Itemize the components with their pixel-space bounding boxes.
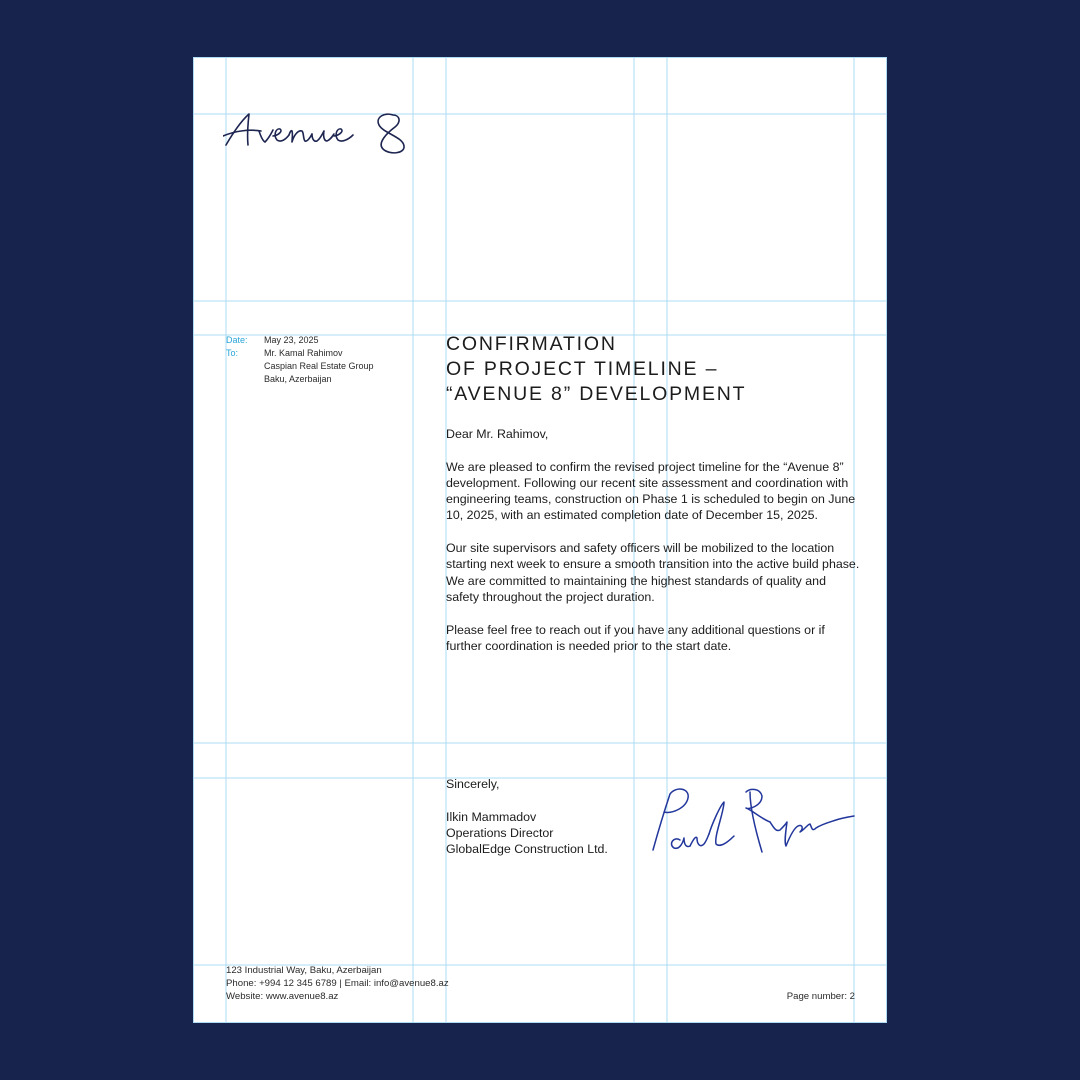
body-paragraph-1: We are pleased to confirm the revised project timeline for the “Avenue 8” development. Following our recent site assessment and coordination with engineering teams, construction on Phase 1 is scheduled to begin on June 10, 2025, with an estimated completion date of December 15, 2025.: [446, 459, 856, 523]
handwritten-signature: [650, 784, 856, 858]
avenue-8-logo: [223, 109, 419, 157]
title-line-1: CONFIRMATION: [446, 333, 617, 355]
body-paragraph-3: Please feel free to reach out if you have any additional questions or if further coordination is needed prior to the start date.: [446, 622, 825, 653]
letterhead-page: [193, 57, 887, 1023]
salutation: Dear Mr. Rahimov,: [446, 427, 549, 441]
date-label: Date:: [226, 335, 248, 345]
signer-name: Ilkin Mammadov: [446, 809, 537, 824]
letter-body: [446, 426, 861, 670]
footer-contact: Phone: +994 12 345 6789 | Email: info@avenue8.az: [226, 978, 449, 989]
title-line-2: OF PROJECT TIMELINE –: [446, 358, 719, 380]
to-label: To:: [226, 348, 239, 358]
letter-footer: [226, 964, 449, 1003]
footer-website: Website: www.avenue8.az: [226, 991, 339, 1002]
footer-address: 123 Industrial Way, Baku, Azerbaijan: [226, 965, 382, 976]
letter-closing: [446, 776, 608, 857]
recipient-company: Caspian Real Estate Group: [264, 361, 374, 371]
valediction: Sincerely,: [446, 777, 500, 791]
recipient-name: Mr. Kamal Rahimov: [264, 348, 343, 358]
signer-company: GlobalEdge Construction Ltd.: [446, 842, 608, 857]
body-paragraph-2: Our site supervisors and safety officers will be mobilized to the location starting next week to ensure a smooth transition into the active build phase. We are committed to maintaining the highest standards of quality and safety throughout the project duration.: [446, 541, 860, 604]
signer-title: Operations Director: [446, 825, 554, 840]
title-line-3: “AVENUE 8” DEVELOPMENT: [446, 383, 747, 405]
date-value: May 23, 2025: [264, 335, 319, 345]
page-number: Page number: 2: [786, 991, 855, 1002]
recipient-city: Baku, Azerbaijan: [264, 374, 332, 384]
letter-title: [446, 332, 746, 407]
